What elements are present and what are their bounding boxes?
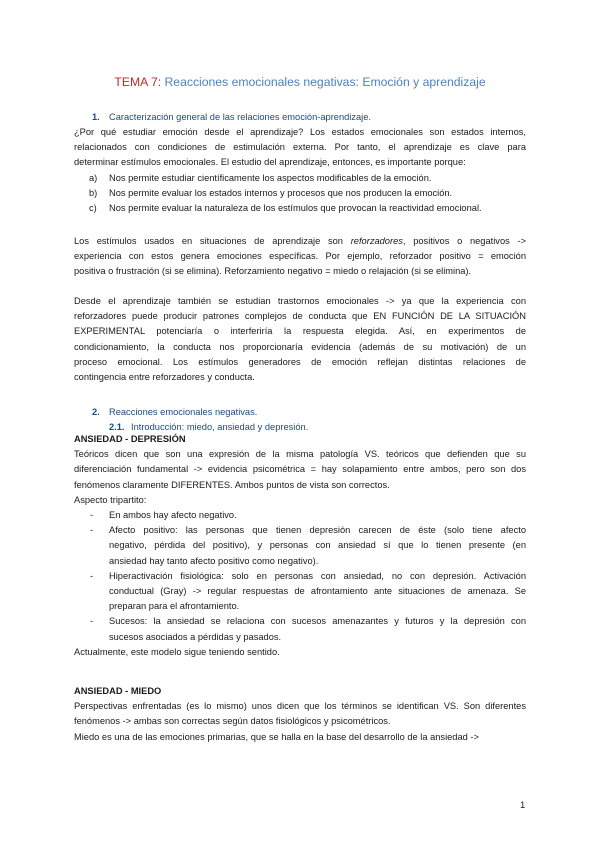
list-marker: - (90, 570, 94, 581)
text-span: , positivos o negativos -> (402, 236, 526, 246)
list-text: preparan para el afrontamiento. (109, 601, 240, 612)
list-item (74, 171, 526, 186)
text-line: diferenciación fundamental -> evidencia psicométrica = hay solapamiento entre ambos, pero son dos (74, 464, 526, 475)
list-item (74, 569, 526, 615)
title-prefix: TEMA 7: (114, 75, 165, 89)
text-line: Perspectivas enfrentadas (es lo mismo) unos dicen que los términos se identifican VS. Son diferentes (74, 701, 526, 712)
ansiedad-miedo-section (74, 684, 526, 745)
title-text: Reacciones emocionales negativas: Emoción y aprendizaje (164, 75, 486, 89)
list-item (74, 508, 526, 523)
text-line: contingencia entre reforzadores y conducta. (74, 372, 255, 383)
page-number: 1 (520, 800, 526, 811)
section2-number: 2. (92, 407, 100, 417)
list-text: Nos permite evaluar la naturaleza de los estímulos que provocan la reactividad emocional. (109, 203, 482, 214)
list-marker: a) (89, 172, 98, 183)
list-text: Nos permite evaluar los estados internos y procesos que nos producen la emoción. (109, 187, 453, 198)
list-text: sucesos asociados a pérdidas y pasados. (109, 631, 282, 642)
list-marker: - (90, 510, 94, 521)
list-text: Afecto positivo: las personas que tienen depresión carecen de éste (solo tiene afecto (109, 525, 526, 536)
text-line: EXPERIMENTAL potenciaría o interferiría la respuesta elegida. Así, en experimentos de (74, 326, 526, 337)
text-line: Teóricos dicen que son una expresión de la misma patología VS. teóricos que defienden que su (74, 449, 526, 460)
section1-number: 1. (92, 112, 100, 122)
section1-heading-text: Caracterización general de las relaciones emoción-aprendizaje. (109, 112, 372, 122)
list-text: Sucesos: la ansiedad se relaciona con sucesos amenazantes y futuros y la depresión con (109, 616, 526, 627)
list-text: Hiperactivación fisiológica: solo en personas con ansiedad, no con depresión. Activación (109, 570, 526, 581)
section1-intro (74, 125, 526, 216)
page-title (0, 74, 600, 90)
text-line: Desde el aprendizaje también se estudian trastornos emocionales -> ya que la experiencia con (74, 296, 526, 306)
list-marker: c) (89, 203, 97, 214)
list-item (74, 523, 526, 569)
section2-heading (92, 406, 257, 418)
list-text: En ambos hay afecto negativo. (109, 510, 237, 521)
list-marker: - (90, 616, 94, 627)
text-line: Actualmente, este modelo sigue teniendo sentido. (74, 646, 280, 657)
text-line (74, 234, 526, 249)
list-item (74, 201, 526, 216)
list-text: Nos permite estudiar científicamente los aspectos modificables de la emoción. (109, 172, 432, 183)
section2-sub-heading-text: Introducción: miedo, ansiedad y depresión. (131, 422, 309, 432)
list-marker: b) (89, 187, 98, 198)
text-line: reforzadores puede producir patrones complejos de conducta que EN FUNCIÓN DE LA SITUACIÓN (74, 311, 526, 322)
ansiedad-depresion-section (74, 432, 526, 660)
subsection-title: ANSIEDAD - MIEDO (74, 686, 162, 696)
text-line: Miedo es una de las emociones primarias, que se halla en la base del desarrollo de la ansiedad -> (74, 731, 479, 742)
text-line: positiva o frustración (si se elimina). Reforzamiento negativo = miedo o relajación (si se elimina). (74, 266, 472, 277)
section2-sub-number: 2.1. (109, 422, 125, 432)
list-text: conductual (Gray) -> regular respuestas de afrontamiento ante situaciones de amenaza. Se (109, 586, 526, 597)
text-line: condicionamiento, la conducta nos proporcionaría evidencia (además de su motivación) de un (74, 341, 526, 352)
list-text: negativo, pérdida del positivo), y personas con ansiedad sí que lo tienen presente (en (109, 540, 526, 551)
section1-paragraph-3 (74, 294, 526, 385)
text-span: Los estímulos usados en situaciones de aprendizaje son (74, 236, 351, 246)
subsection-title: ANSIEDAD - DEPRESIÓN (74, 434, 186, 444)
text-line: experiencia con estos genera emociones específicas. Por ejemplo, reforzador positivo = emoción (74, 251, 526, 262)
text-line: ¿Por qué estudiar emoción desde el aprendizaje? Los estados emocionales son estados internos, (74, 127, 526, 137)
list-text: ansiedad hay tanto afecto positivo como negativo). (109, 555, 319, 566)
text-line: determinar estímulos emocionales. El estudio del aprendizaje, entonces, es importante porque: (74, 157, 466, 168)
list-item (74, 186, 526, 201)
text-line: fenómenos -> ambas son correctas según datos fisiológicos y psicométricos. (74, 716, 391, 727)
list-marker: - (90, 525, 94, 536)
text-line: Aspecto tripartito: (74, 494, 147, 505)
section1-paragraph-2 (74, 234, 526, 280)
text-line: relacionados con condiciones de estimulación externa. Por tanto, el aprendizaje es clave para (74, 142, 526, 153)
list-item (74, 614, 526, 644)
text-line: fenómenos claramente DIFERENTES. Ambos puntos de vista son correctos. (74, 479, 390, 490)
italic-term: reforzadores (350, 236, 403, 246)
section2-heading-text: Reacciones emocionales negativas. (109, 407, 258, 417)
section1-heading (92, 111, 371, 123)
text-line: proceso emocional. Los estímulos generadores de emoción reflejan distintas relaciones de (74, 356, 526, 367)
